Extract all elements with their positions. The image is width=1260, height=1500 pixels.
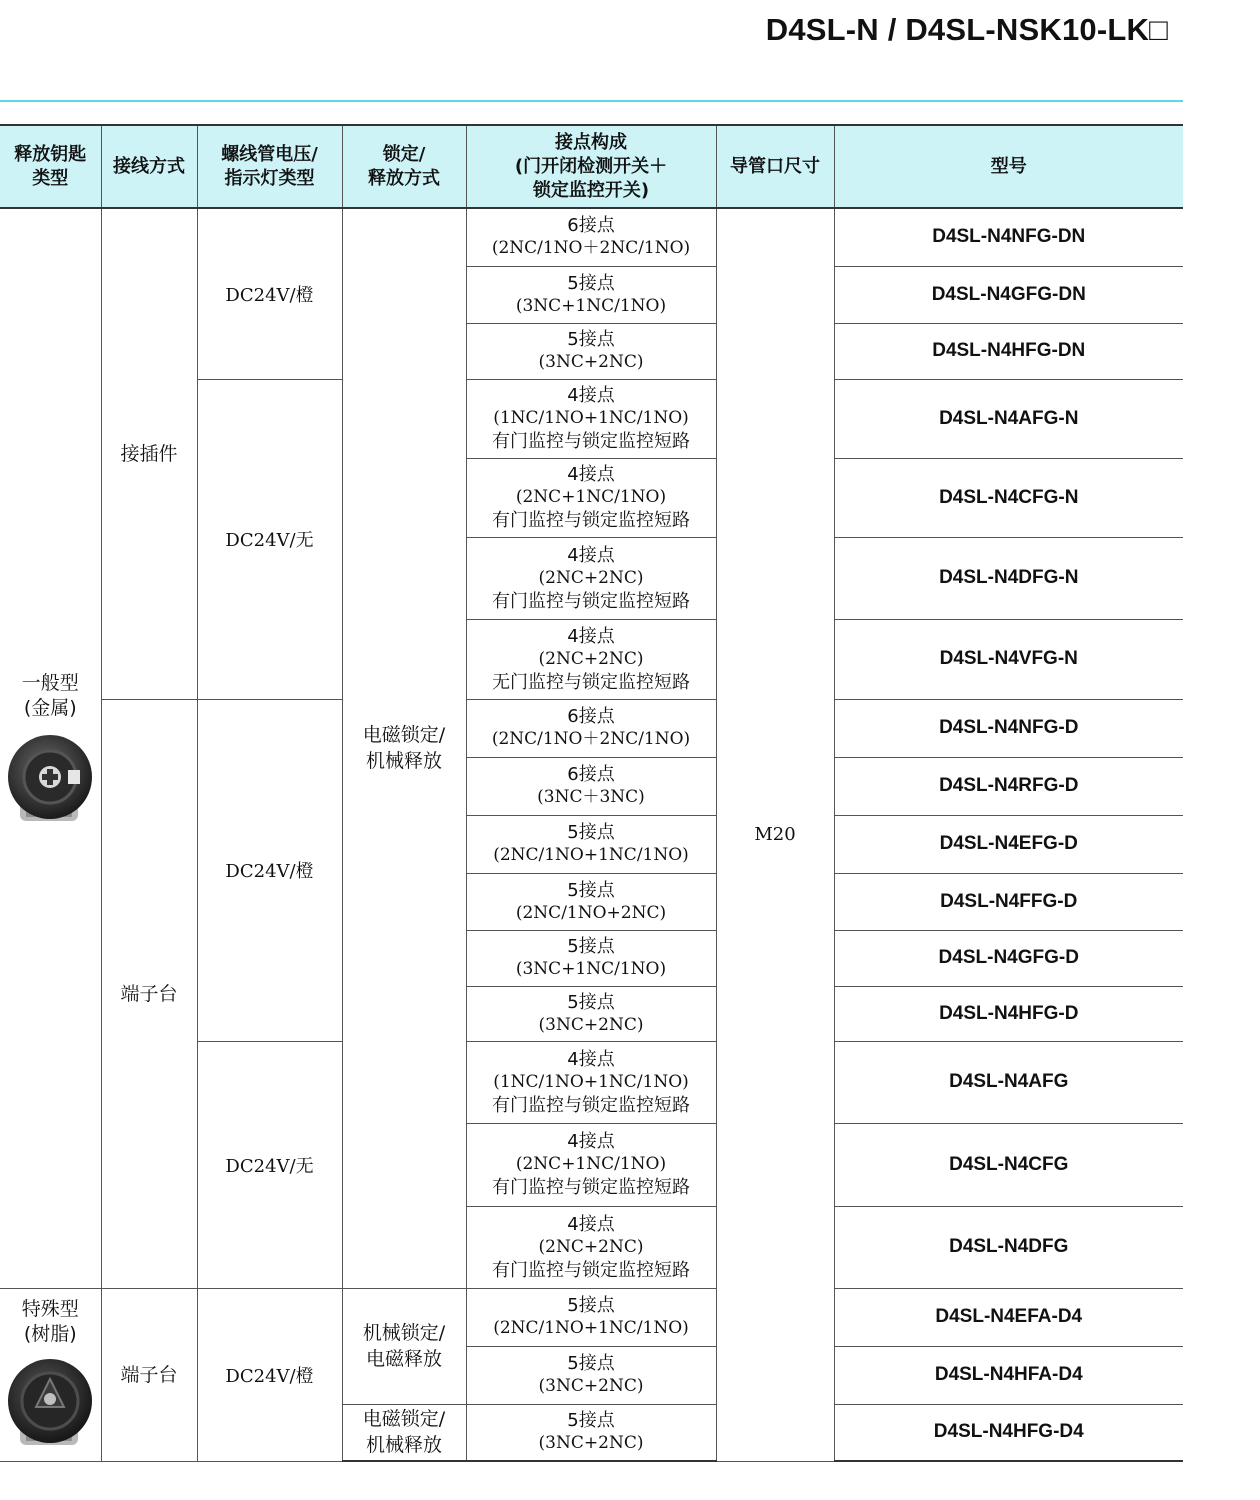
contact-cell: 5接点 (3NC+2NC) bbox=[466, 323, 716, 379]
lock-em-lock: 电磁锁定/ 机械释放 bbox=[342, 1404, 466, 1461]
table-row bbox=[0, 699, 1183, 757]
contact-cell: 4接点 (2NC+1NC/1NO) 有门监控与锁定监控短路 bbox=[466, 1123, 716, 1206]
header-divider bbox=[0, 100, 1183, 102]
key-type-general: 一般型 (金属) bbox=[0, 208, 101, 1288]
header-voltage: 螺线管电压/ 指示灯类型 bbox=[197, 125, 342, 208]
contact-cell: 4接点 (2NC+2NC) 无门监控与锁定监控短路 bbox=[466, 619, 716, 699]
table-row bbox=[0, 1288, 1183, 1346]
model-spec-table bbox=[0, 124, 1183, 1462]
contact-cell: 5接点 (2NC/1NO+2NC) bbox=[466, 873, 716, 930]
model-number: D4SL-N4AFG-N bbox=[834, 379, 1183, 458]
wiring-connector: 接插件 bbox=[101, 208, 197, 699]
model-number: D4SL-N4RFG-D bbox=[834, 757, 1183, 815]
wiring-terminal: 端子台 bbox=[101, 1288, 197, 1461]
model-number: D4SL-N4DFG-N bbox=[834, 537, 1183, 619]
contact-cell: 4接点 (2NC+1NC/1NO) 有门监控与锁定监控短路 bbox=[466, 458, 716, 537]
resin-key-image bbox=[6, 1357, 94, 1449]
model-number: D4SL-N4CFG-N bbox=[834, 458, 1183, 537]
model-number: D4SL-N4NFG-DN bbox=[834, 208, 1183, 266]
contact-cell: 5接点 (3NC+1NC/1NO) bbox=[466, 266, 716, 323]
contact-cell: 6接点 (2NC/1NO＋2NC/1NO) bbox=[466, 208, 716, 266]
model-number: D4SL-N4HFG-D bbox=[834, 986, 1183, 1041]
table-header-row bbox=[0, 125, 1183, 208]
voltage-cell: DC24V/无 bbox=[197, 379, 342, 699]
header-contacts: 接点构成 (门开闭检测开关＋ 锁定监控开关) bbox=[466, 125, 716, 208]
metal-key-image bbox=[6, 733, 94, 825]
model-number: D4SL-N4VFG-N bbox=[834, 619, 1183, 699]
header-lock-method: 锁定/ 释放方式 bbox=[342, 125, 466, 208]
model-number: D4SL-N4NFG-D bbox=[834, 699, 1183, 757]
contact-cell: 4接点 (2NC+2NC) 有门监控与锁定监控短路 bbox=[466, 1206, 716, 1288]
contact-cell: 5接点 (2NC/1NO+1NC/1NO) bbox=[466, 1288, 716, 1346]
conduit-size: M20 bbox=[716, 208, 834, 1461]
model-number: D4SL-N4FFG-D bbox=[834, 873, 1183, 930]
wiring-terminal: 端子台 bbox=[101, 699, 197, 1288]
contact-cell: 5接点 (2NC/1NO+1NC/1NO) bbox=[466, 815, 716, 873]
model-number: D4SL-N4GFG-DN bbox=[834, 266, 1183, 323]
header-key-type: 释放钥匙 类型 bbox=[0, 125, 101, 208]
contact-cell: 4接点 (1NC/1NO+1NC/1NO) 有门监控与锁定监控短路 bbox=[466, 1041, 716, 1123]
voltage-cell: DC24V/无 bbox=[197, 1041, 342, 1288]
lock-em-lock: 电磁锁定/ 机械释放 bbox=[342, 208, 466, 1288]
header-model: 型号 bbox=[834, 125, 1183, 208]
contact-cell: 5接点 (3NC+2NC) bbox=[466, 1404, 716, 1461]
model-number: D4SL-N4EFG-D bbox=[834, 815, 1183, 873]
model-number: D4SL-N4HFG-D4 bbox=[834, 1404, 1183, 1461]
contact-cell: 6接点 (3NC＋3NC) bbox=[466, 757, 716, 815]
model-number: D4SL-N4CFG bbox=[834, 1123, 1183, 1206]
model-number: D4SL-N4DFG bbox=[834, 1206, 1183, 1288]
header-conduit: 导管口尺寸 bbox=[716, 125, 834, 208]
table-row bbox=[0, 208, 1183, 266]
model-number: D4SL-N4EFA-D4 bbox=[834, 1288, 1183, 1346]
model-number: D4SL-N4HFA-D4 bbox=[834, 1346, 1183, 1404]
contact-cell: 4接点 (1NC/1NO+1NC/1NO) 有门监控与锁定监控短路 bbox=[466, 379, 716, 458]
key-type-special: 特殊型 (树脂) bbox=[0, 1288, 101, 1461]
voltage-cell: DC24V/橙 bbox=[197, 699, 342, 1041]
contact-cell: 5接点 (3NC+1NC/1NO) bbox=[466, 930, 716, 986]
model-number: D4SL-N4HFG-DN bbox=[834, 323, 1183, 379]
lock-mech-lock: 机械锁定/ 电磁释放 bbox=[342, 1288, 466, 1404]
contact-cell: 5接点 (3NC+2NC) bbox=[466, 1346, 716, 1404]
page-title: D4SL-N / D4SL-NSK10-LK□ bbox=[765, 12, 1168, 47]
contact-cell: 6接点 (2NC/1NO＋2NC/1NO) bbox=[466, 699, 716, 757]
model-number: D4SL-N4AFG bbox=[834, 1041, 1183, 1123]
contact-cell: 4接点 (2NC+2NC) 有门监控与锁定监控短路 bbox=[466, 537, 716, 619]
contact-cell: 5接点 (3NC+2NC) bbox=[466, 986, 716, 1041]
voltage-cell: DC24V/橙 bbox=[197, 1288, 342, 1461]
header-wiring: 接线方式 bbox=[101, 125, 197, 208]
model-number: D4SL-N4GFG-D bbox=[834, 930, 1183, 986]
voltage-cell: DC24V/橙 bbox=[197, 208, 342, 379]
